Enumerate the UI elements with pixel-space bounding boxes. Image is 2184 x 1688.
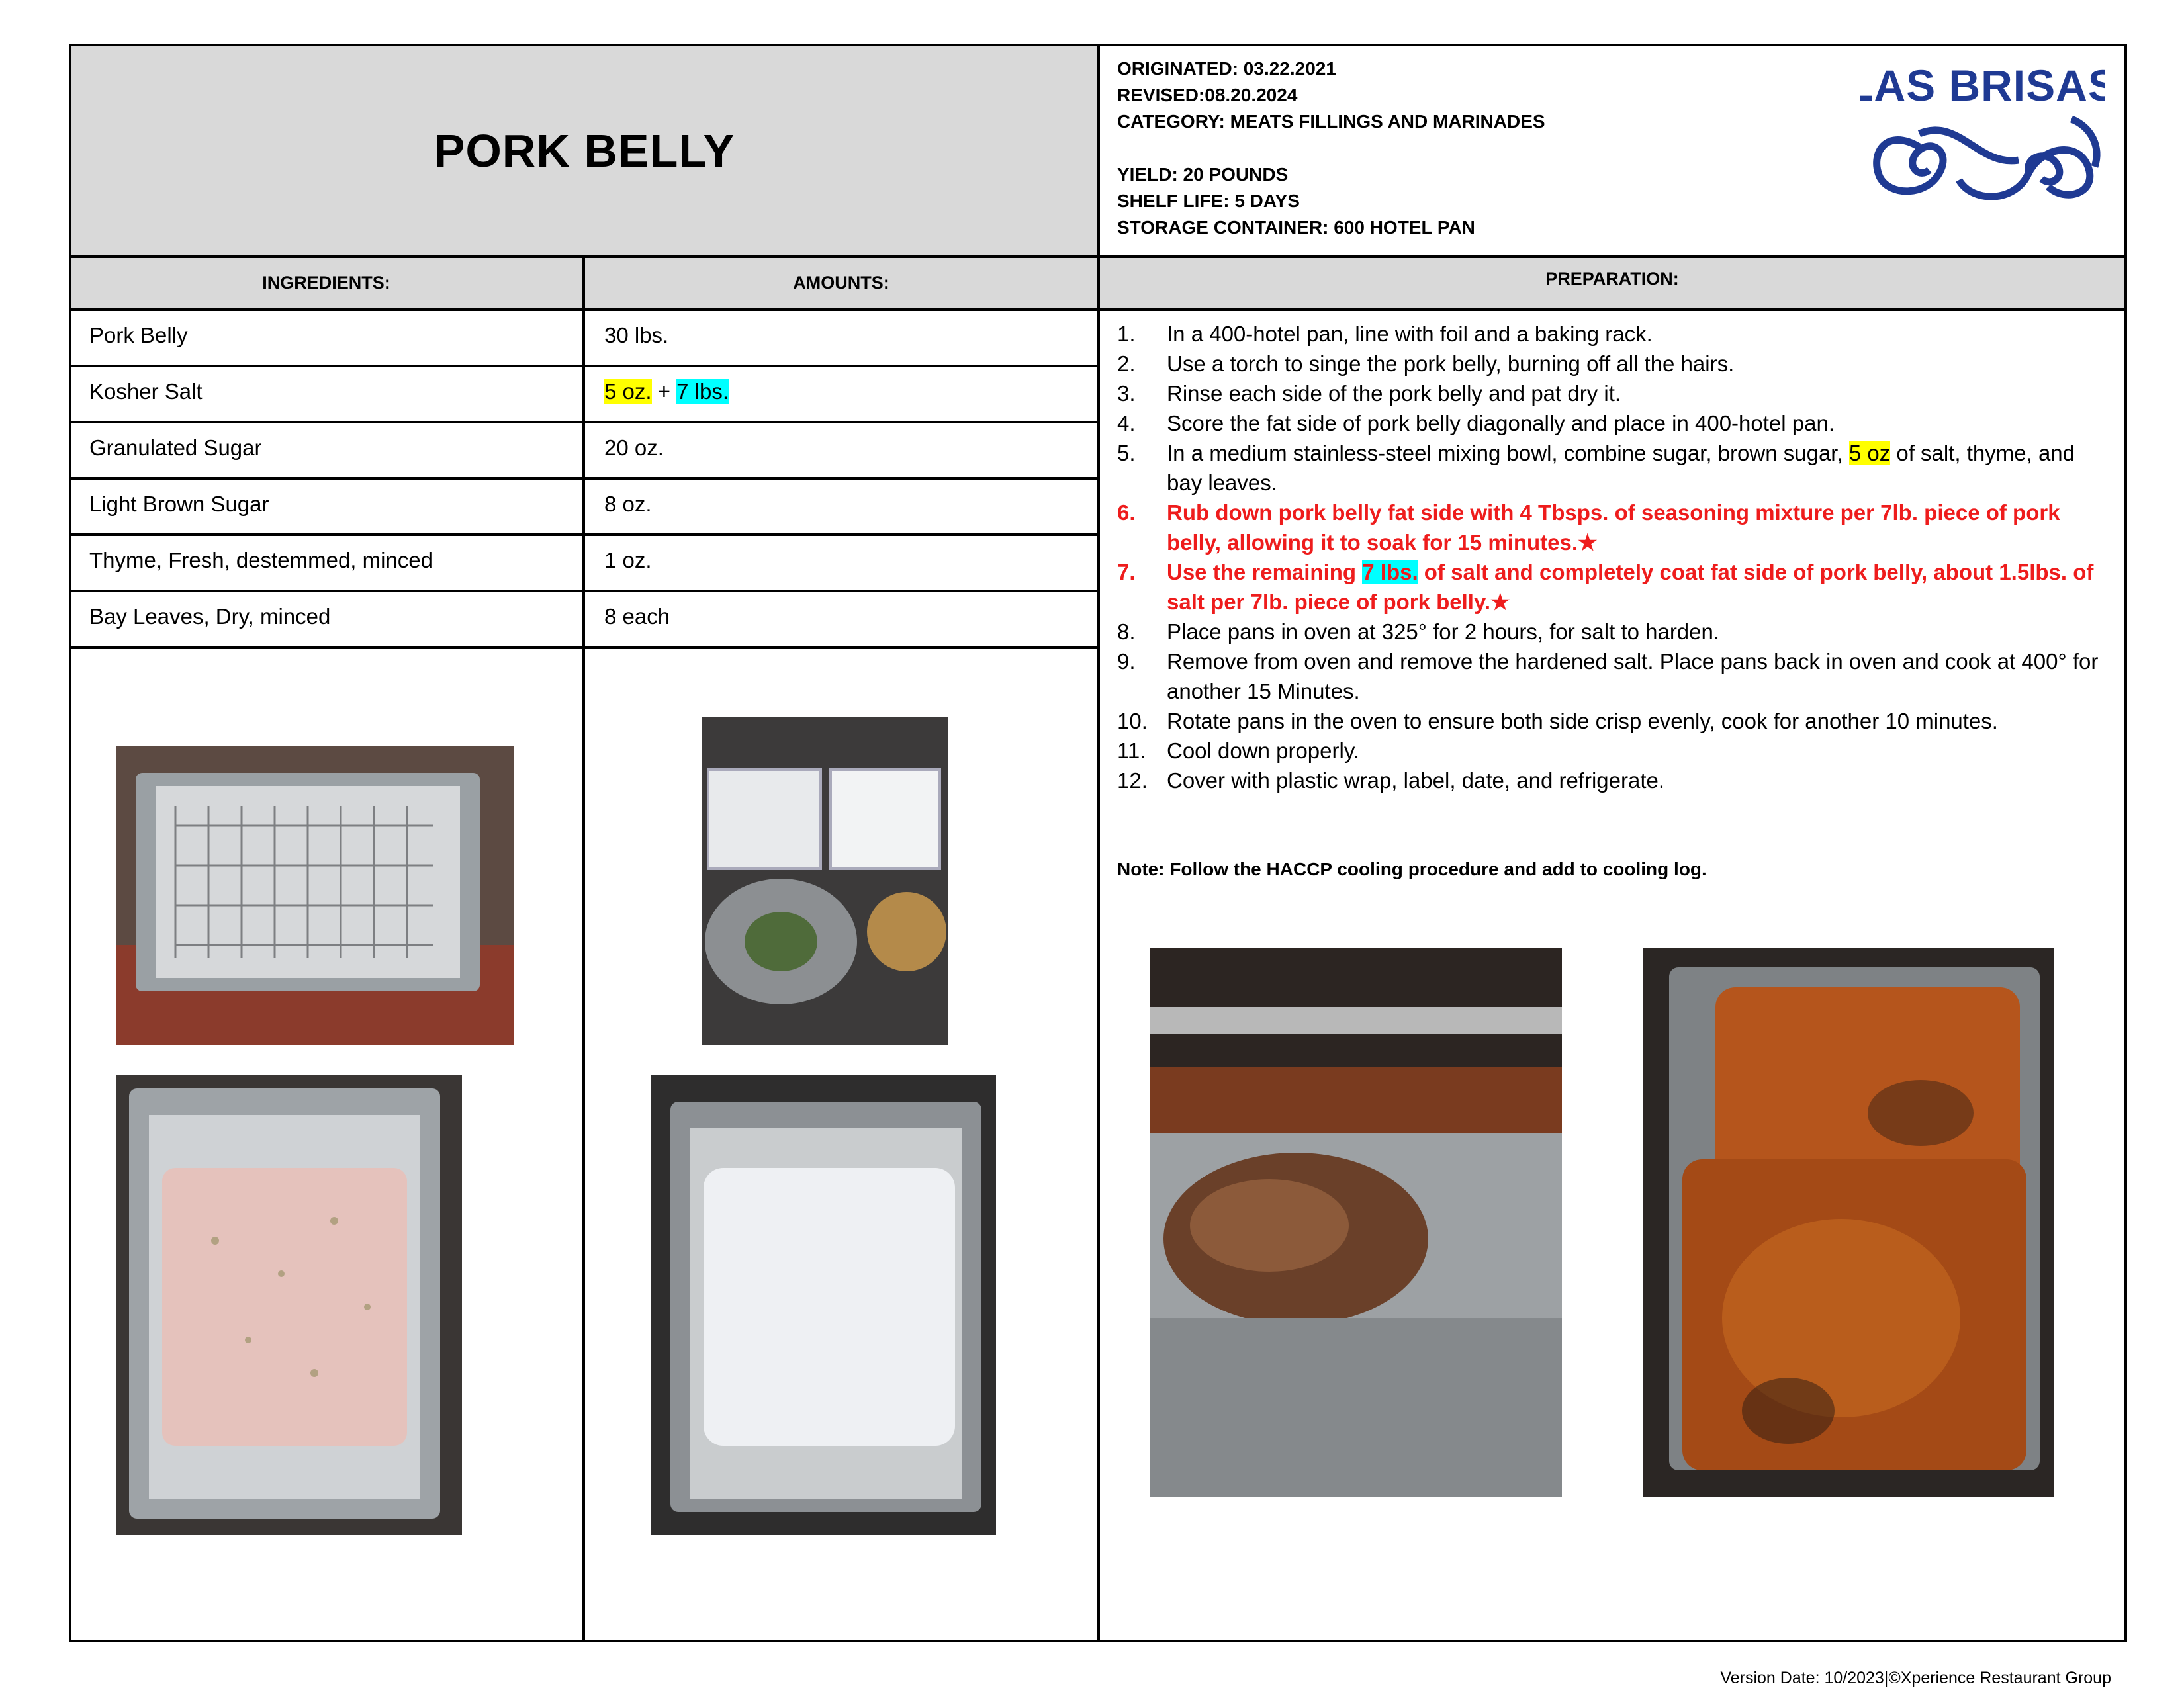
ingredient-amount: 20 oz. (604, 435, 664, 460)
step-text: Rub down pork belly fat side with 4 Tbsps. of seasoning mixture per 7lb. piece of pork belly, allowing it to soak for 15 minutes.★ (1167, 500, 2060, 555)
ingredient-name: Bay Leaves, Dry, minced (89, 604, 331, 629)
step-text-part: Use the remaining (1167, 560, 1363, 584)
step-number: 6. (1117, 500, 1136, 525)
step-text: Remove from oven and remove the hardened salt. Place pans back in oven and cook at 400° for another 15 Minutes. (1167, 649, 2099, 703)
step-text: In a 400-hotel pan, line with foil and a baking rack. (1167, 322, 1653, 346)
step-item (1117, 408, 2110, 438)
step-item (1117, 349, 2110, 378)
ingredient-name: Granulated Sugar (89, 435, 262, 460)
version-footer: Version Date: 10/2023|©Xperience Restaurant Group (1720, 1669, 2111, 1687)
logo-wordmark: LAS BRISAS (1860, 61, 2105, 110)
line-row-3 (69, 477, 1099, 480)
step-item-critical (1117, 498, 2110, 557)
ingredient-amount: 1 oz. (604, 548, 652, 572)
divider-ingredients (582, 255, 585, 1642)
border-right (2124, 44, 2127, 1642)
photo-seasoning-bowls (702, 717, 948, 1045)
step-text-part: of salt and completely coat fat side of pork belly, about 1.5lbs. of salt per 7lb. piece of pork belly.★ (1167, 560, 2094, 614)
step-number: 10. (1117, 709, 1148, 733)
step-number: 12. (1117, 768, 1148, 793)
step-number: 5. (1117, 441, 1136, 465)
step-number: 9. (1117, 649, 1136, 674)
highlight-salt-oz: 5 oz (1848, 441, 1891, 465)
line-row-6 (69, 646, 1099, 649)
yield: YIELD: 20 POUNDS (1117, 164, 1289, 185)
photo-salt-crusted-pork (651, 1075, 996, 1535)
revised-date: REVISED:08.20.2024 (1117, 85, 1298, 105)
step-number: 11. (1117, 738, 1146, 763)
step-item (1117, 617, 2110, 646)
line-header-bottom (69, 308, 2127, 311)
step-number: 3. (1117, 381, 1136, 406)
amount-separator: + (651, 379, 677, 404)
step-number: 7. (1117, 560, 1136, 584)
step-text-part: In a medium stainless-steel mixing bowl, combine sugar, brown sugar, (1167, 441, 1849, 465)
step-text: Cool down properly. (1167, 738, 1360, 763)
step-text: Score the fat side of pork belly diagonally and place in 400-hotel pan. (1167, 411, 1835, 435)
las-brisas-logo (1860, 61, 2105, 203)
line-row-4 (69, 533, 1099, 536)
amounts-header: AMOUNTS: (793, 273, 889, 292)
step-text (1167, 438, 2110, 498)
step-text-part: of salt, thyme, and bay leaves. (1167, 441, 2075, 495)
step-text: Use a torch to singe the pork belly, burning off all the hairs. (1167, 351, 1735, 376)
step-item (1117, 378, 2110, 408)
ingredient-name: Pork Belly (89, 323, 188, 347)
step-text: Rinse each side of the pork belly and pat dry it. (1167, 381, 1621, 406)
page-title: PORK BELLY (433, 125, 735, 177)
recipe-metadata (1117, 56, 1545, 241)
photo-crispy-pork-belly (1643, 948, 2054, 1497)
preparation-steps (1117, 319, 2110, 795)
step-item (1117, 706, 2110, 736)
shelf-life: SHELF LIFE: 5 DAYS (1117, 191, 1300, 211)
photo-pork-in-oven (1150, 948, 1562, 1497)
step-number: 2. (1117, 351, 1136, 376)
category: CATEGORY: MEATS FILLINGS AND MARINADES (1117, 111, 1545, 132)
preparation-header: PREPARATION: (1545, 269, 1679, 289)
step-item (1117, 319, 2110, 349)
line-row-5 (69, 590, 1099, 592)
step-text (1167, 557, 2110, 617)
highlight-amount-lbs: 7 lbs. (676, 379, 729, 404)
title-cell (70, 45, 1099, 257)
photo-pan-with-rack (116, 746, 514, 1045)
line-header-top (69, 255, 2127, 258)
ingredients-header: INGREDIENTS: (262, 273, 390, 292)
ingredient-name: Light Brown Sugar (89, 492, 269, 516)
step-text: Rotate pans in the oven to ensure both side crisp evenly, cook for another 10 minutes. (1167, 709, 1998, 733)
line-row-2 (69, 421, 1099, 423)
step-number: 8. (1117, 619, 1136, 644)
step-number: 1. (1117, 322, 1136, 346)
ingredient-amount: 30 lbs. (604, 323, 669, 347)
step-text: Cover with plastic wrap, label, date, and refrigerate. (1167, 768, 1665, 793)
step-item (1117, 646, 2110, 706)
step-text: Place pans in oven at 325° for 2 hours, for salt to harden. (1167, 619, 1720, 644)
storage-container: STORAGE CONTAINER: 600 HOTEL PAN (1117, 217, 1475, 238)
originated-date: ORIGINATED: 03.22.2021 (1117, 58, 1336, 79)
haccp-note: Note: Follow the HACCP cooling procedure and add to cooling log. (1117, 859, 1707, 879)
ingredient-name: Thyme, Fresh, destemmed, minced (89, 548, 433, 572)
ingredient-amount (604, 379, 729, 404)
highlight-amount-oz: 5 oz. (604, 379, 652, 404)
step-item (1117, 736, 2110, 766)
wave-logo-icon (1877, 119, 2097, 197)
ingredient-name: Kosher Salt (89, 379, 203, 404)
photo-seasoned-pork-belly (116, 1075, 462, 1535)
step-item (1117, 766, 2110, 795)
step-item-critical (1117, 557, 2110, 617)
step-item (1117, 438, 2110, 498)
line-row-1 (69, 365, 1099, 367)
step-number: 4. (1117, 411, 1136, 435)
ingredient-amount: 8 oz. (604, 492, 652, 516)
highlight-salt-lbs: 7 lbs. (1362, 560, 1418, 584)
ingredient-amount: 8 each (604, 604, 670, 629)
